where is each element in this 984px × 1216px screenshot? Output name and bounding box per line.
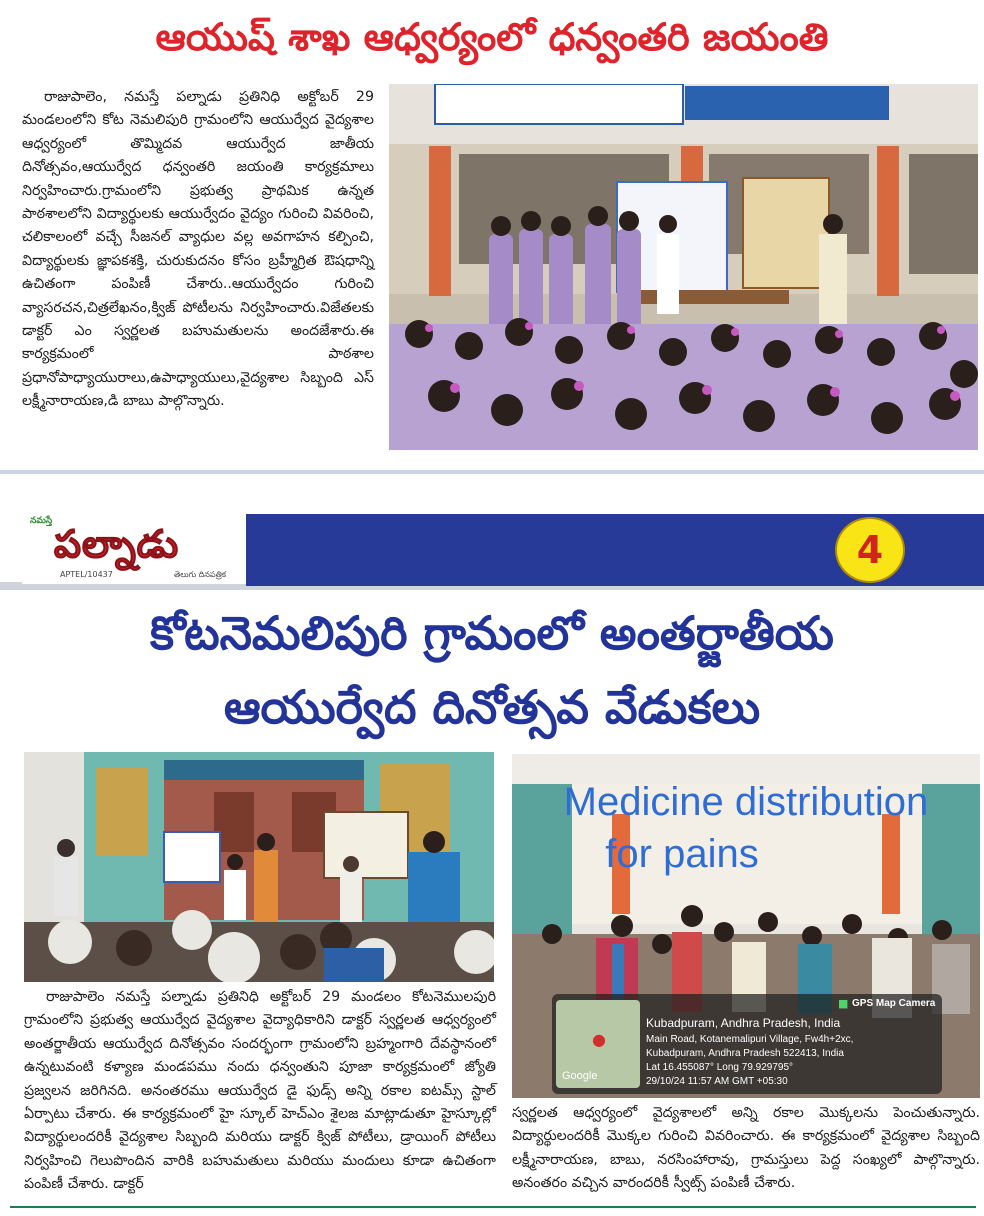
gps-address-line1: Main Road, Kotanemalipuri Village, Fw4h+2xc, xyxy=(646,1034,854,1045)
newspaper-logo xyxy=(22,514,246,584)
gps-camera-icon: ■ xyxy=(838,997,849,1010)
article1-headline: ఆయుష్ శాఖ ఆధ్వర్యంలో ధన్వంతరి జయంతి xyxy=(155,15,829,59)
section-divider xyxy=(0,470,984,474)
photo-overlay-line2: for pains xyxy=(605,832,759,876)
map-brand: Google xyxy=(562,1070,598,1082)
logo-subtitle: తెలుగు దినపత్రిక xyxy=(174,570,227,579)
bottom-rule xyxy=(10,1206,976,1208)
photo-school-students xyxy=(389,84,978,450)
map-pin-icon: ● xyxy=(592,1030,606,1049)
article2-body-left: రాజుపాలెం నమస్తే పల్నాడు ప్రతినిధి అక్టోబర్ 29 మండలం కోటనెములపురి గ్రామంలోని ప్రభుత్వ ఆయుర్వేద వైద్యశాల వైద్యాధికారిని డాక్టర్ స్వర్ణలత ఆధ్వర్యంలో అంతర్జాతీయ ఆయుర్వేద దినోత్సవం సందర్భంగా గ్రామంలోని బ్రహ్మంగారి దేవస్థానంలో ఉన్నటువంటి కళ్యాణ మండపము నందు ధన్వంతుని పూజా కార్యక్రమంలో జ్యోతి ప్రజ్వలన జరిగినది. అనంతరము ఆయుర్వేద డై ఫుడ్స్ అన్ని రకాల ఐటమ్స్ స్టాల్ ఏర్పాటు చేశారు. ఈ కార్యక్రమంలో హై స్కూల్ హెచ్ఎం శైలజ మాట్లాడుతూ హైస్కూల్లో విద్యార్థులందరికీ వైద్యశాల సిబ్బంది మరియు డాక్టర్ క్విజ్ పోటీలు, డ్రాయింగ్ పోటీలు నిర్వహించి గెలుపొందిన వారికి బహుమతులు మరియు మందులు కూడా ఉచితంగా పంపిణీ చేశారు. డాక్టర్ xyxy=(24,989,496,1193)
article2-headline-line1: కోటనెమలిపురి గ్రామంలో అంతర్జాతీయ xyxy=(150,606,834,660)
article2-body-right: స్వర్ణలత ఆధ్వర్యంలో వైద్యశాలలో అన్ని రకాల మొక్కలను పెంచుతున్నారు. విద్యార్థులందరికీ మొక్కల గురించి వివరించారు. ఈ కార్యక్రమంలో వైద్యశాల సిబ్బంది లక్ష్మీనారాయణ, బాబు, నరసింహారావు, గ్రామస్తులు పెద్ద సంఖ్యలో పాల్గొన్నారు. అనంతరం వచ్చిన వారందరికీ స్వీట్స్ పంపిణీ చేశారు. xyxy=(512,1105,980,1192)
article2-headline-line2: ఆయుర్వేద దినోత్సవ వేడుకలు xyxy=(223,680,761,734)
photo-overlay-line1: Medicine distribution xyxy=(563,780,929,824)
gps-coordinates: Lat 16.455087° Long 79.929795° xyxy=(646,1062,794,1073)
gps-datetime: 29/10/24 11:57 AM GMT +05:30 xyxy=(646,1076,788,1087)
logo-tagline: నమస్తే xyxy=(30,516,53,526)
logo-registration: APTEL/10437 xyxy=(60,570,113,579)
gps-place: Kubadpuram, Andhra Pradesh, India xyxy=(646,1016,841,1030)
gps-stamp xyxy=(552,994,942,1094)
page-number-badge: 4 xyxy=(835,517,905,583)
gps-address-line2: Kubadpuram, Andhra Pradesh 522413, India xyxy=(646,1048,844,1059)
logo-name: పల్నాడు xyxy=(54,522,179,566)
gps-camera-label: GPS Map Camera xyxy=(852,998,936,1009)
photo-kalyana-mandapam-event xyxy=(24,752,494,982)
gps-mini-map xyxy=(556,1000,640,1088)
article1-body: రాజుపాలెం, నమస్తే పల్నాడు ప్రతినిధి అక్టోబర్ 29 మండలంలోని కోట నెమలిపురి గ్రామంలోని ఆయుర్వేద వైద్యశాల ఆధ్వర్యంలో తొమ్మిదవ ఆయుర్వేద జాతీయ దినోత్సవం,ఆయుర్వేద ధన్వంతరి జయంతి కార్యక్రమాలు నిర్వహించారు.గ్రామంలోని ప్రభుత్వ ప్రాథమిక ఉన్నత పాఠశాలలోని విద్యార్థులకు ఆయుర్వేదం వైద్యం గురించి వివరించి, చలికాలంలో వచ్చే సీజనల్ వ్యాధుల వల్ల అవగాహన కల్పించి, విద్యార్థులకు జ్ఞాపకశక్తి, చురుకుదనం కోసం బ్రహ్మీగ్రిత ఔషధాన్ని ఉచితంగా పంపిణీ చేశారు..ఆయుర్వేదం గురించి వ్యాసరచన,చిత్రలేఖనం,క్విజ్ పోటీలను నిర్వహించారు.విజేతలకు డాక్టర్ ఎం స్వర్ణలత బహుమతులను అందజేశారు.ఈ కార్యక్రమంలో పాఠశాల ప్రధానోపాధ్యాయురాలు,ఉపాధ్యాయులు,వైద్యశాల సిబ్బంది ఎస్ లక్ష్మీనారాయణ,డి బాబు పాల్గొన్నారు. xyxy=(22,89,374,410)
